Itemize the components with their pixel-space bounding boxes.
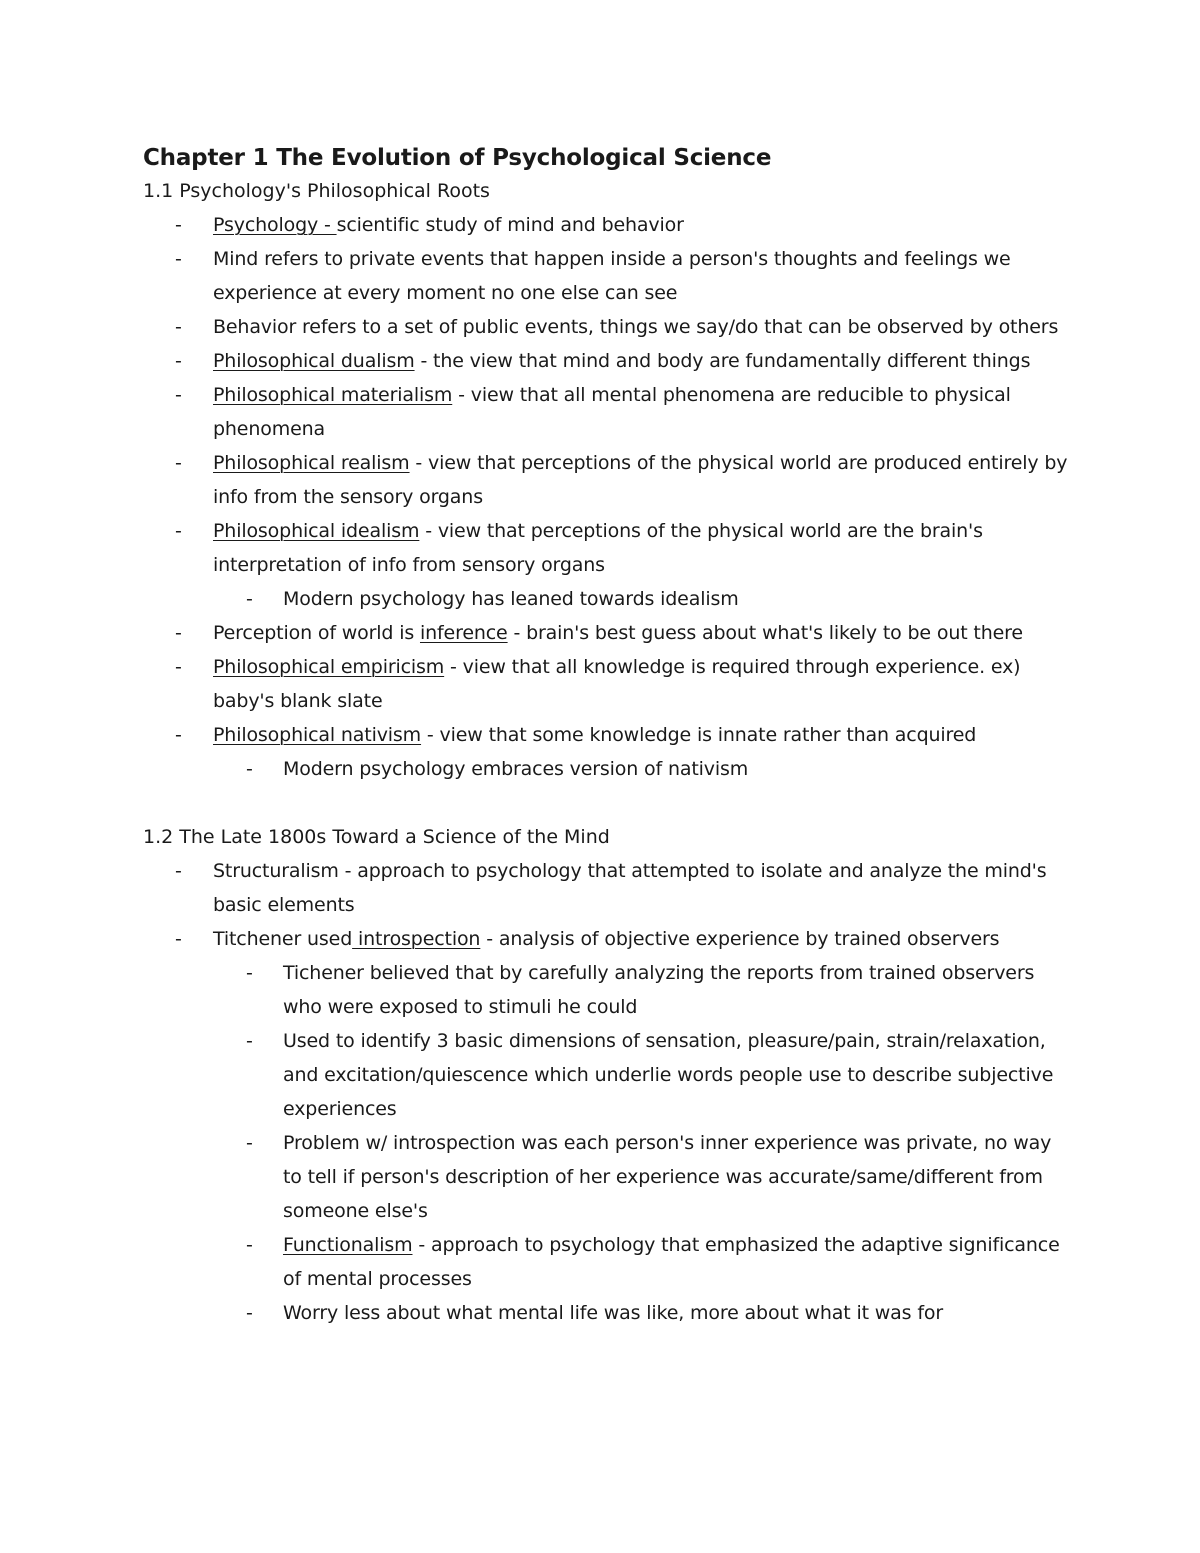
sub-list-item: - Problem w/ introspection was each person's inner experience was private, no way to tell if person's description of her experience was accurate/same/different from someone else's	[246, 1132, 1052, 1222]
list-item: - Philosophical realism - view that perceptions of the physical world are produced entirely by info from the sensory organs	[175, 452, 1068, 508]
section-heading: 1.1 Psychology's Philosophical Roots	[143, 180, 490, 202]
definition: - view that perceptions of the physical world are the brain's interpretation of info from sensory organs	[213, 520, 983, 576]
definition: - brain's best guess about what's likely to be out there	[507, 622, 1023, 644]
definition: - view that all knowledge is required through experience. ex) baby's blank slate	[213, 656, 1021, 712]
page-title: Chapter 1 The Evolution of Psychological Science	[143, 145, 772, 171]
definition: - view that some knowledge is innate rather than acquired	[421, 724, 977, 746]
definition: Problem w/ introspection was each person's inner experience was private, no way to tell if person's description of her experience was accurate/same/different from someone else's	[283, 1132, 1052, 1222]
definition: - view that all mental phenomena are reducible to physical phenomena	[213, 384, 1011, 440]
definition: Modern psychology has leaned towards idealism	[283, 588, 739, 610]
term: Philosophical empiricism	[213, 656, 445, 678]
list-item: - Philosophical dualism - the view that mind and body are fundamentally different things	[175, 350, 1031, 372]
bullet-list	[143, 854, 1073, 1330]
list-item: - Philosophical idealism - view that perceptions of the physical world are the brain's interpretation of info from sensory organs	[175, 520, 983, 576]
list-item: - Philosophical empiricism - view that all knowledge is required through experience. ex) baby's blank slate	[175, 656, 1021, 712]
list-item: - Philosophical nativism - view that some knowledge is innate rather than acquired	[175, 724, 977, 746]
term: Philosophical idealism	[213, 520, 420, 542]
prefix: Perception of world is	[213, 622, 420, 644]
list-item: - Titchener used introspection - analysis of objective experience by trained observers	[175, 928, 1000, 950]
bullet-list	[143, 208, 1073, 786]
definition: - analysis of objective experience by trained observers	[480, 928, 1000, 950]
definition: - approach to psychology that emphasized the adaptive significance of mental processes	[283, 1234, 1060, 1290]
list-item: - Structuralism - approach to psychology that attempted to isolate and analyze the mind's basic elements	[175, 860, 1047, 916]
sub-list-item: - Used to identify 3 basic dimensions of sensation, pleasure/pain, strain/relaxation, and excitation/quiescence which underlie words people use to describe subjective experiences	[246, 1030, 1054, 1120]
list-item: - Behavior refers to a set of public events, things we say/do that can be observed by others	[175, 316, 1059, 338]
term: Philosophical realism	[213, 452, 410, 474]
definition: Mind refers to private events that happen inside a person's thoughts and feelings we experience at every moment no one else can see	[213, 248, 1011, 304]
term: introspection	[352, 928, 481, 950]
term: inference	[419, 622, 508, 644]
term: Functionalism	[283, 1234, 413, 1256]
term: Philosophical dualism	[213, 350, 415, 372]
definition: - the view that mind and body are fundamentally different things	[414, 350, 1031, 372]
definition: - view that perceptions of the physical world are produced entirely by info from the sensory organs	[213, 452, 1068, 508]
list-item: - Philosophical materialism - view that all mental phenomena are reducible to physical phenomena	[175, 384, 1011, 440]
definition: Modern psychology embraces version of nativism	[283, 758, 749, 780]
sub-list-item: - Tichener believed that by carefully analyzing the reports from trained observers who were exposed to stimuli he could	[246, 962, 1035, 1018]
prefix: Titchener used	[213, 928, 353, 950]
sub-list-item: - Worry less about what mental life was like, more about what it was for	[246, 1302, 943, 1324]
list-item: - Mind refers to private events that happen inside a person's thoughts and feelings we experience at every moment no one else can see	[175, 248, 1011, 304]
sub-list-item: - Functionalism - approach to psychology that emphasized the adaptive significance of mental processes	[246, 1234, 1060, 1290]
term: Philosophical nativism	[213, 724, 422, 746]
definition: Structuralism - approach to psychology that attempted to isolate and analyze the mind's basic elements	[213, 860, 1047, 916]
sub-list-item: - Modern psychology embraces version of nativism	[246, 758, 749, 780]
sub-list-item: - Modern psychology has leaned towards idealism	[246, 588, 739, 610]
list-item: - Perception of world is inference - brain's best guess about what's likely to be out there	[175, 622, 1023, 644]
definition: scientific study of mind and behavior	[336, 214, 684, 236]
term: Psychology -	[213, 214, 337, 236]
definition: Used to identify 3 basic dimensions of sensation, pleasure/pain, strain/relaxation, and excitation/quiescence which underlie words people use to describe subjective experiences	[283, 1030, 1054, 1120]
section-heading: 1.2 The Late 1800s Toward a Science of the Mind	[143, 826, 610, 848]
section-spacer	[143, 786, 1073, 820]
definition: Tichener believed that by carefully analyzing the reports from trained observers who were exposed to stimuli he could	[283, 962, 1035, 1018]
definition: Behavior refers to a set of public events, things we say/do that can be observed by others	[213, 316, 1059, 338]
list-item: - Psychology - scientific study of mind and behavior	[175, 214, 684, 236]
term: Philosophical materialism	[213, 384, 453, 406]
definition: Worry less about what mental life was like, more about what it was for	[283, 1302, 943, 1324]
document-content	[143, 142, 1073, 1330]
